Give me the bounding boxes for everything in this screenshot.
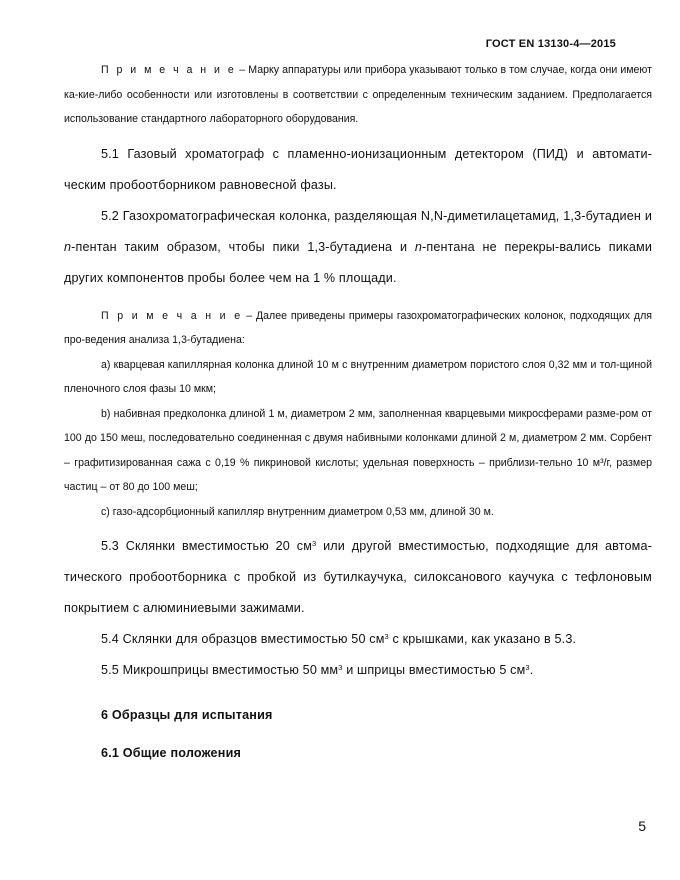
note-2 bbox=[64, 304, 652, 353]
list-item-b: b) набивная предколонка длиной 1 м, диаметром 2 мм, заполненная кварцевыми микросферами разме-ром от 100 до 150 меш, последовательно соединенная с двумя набивными колонками длиной 2 м, диаметром 2 мм. Сорбент – графитизированная сажа с 0,19 % пикриновой кислоты; удельная поверхность – приблизи-тельно 10 м³/г, размер частиц – от 80 до 100 меш; bbox=[64, 407, 652, 493]
note-label: П р и м е ч а н и е bbox=[101, 309, 243, 322]
section-heading-6: 6 Образцы для испытания bbox=[101, 708, 273, 722]
section-heading-6-1: 6.1 Общие положения bbox=[101, 746, 242, 760]
note-text: – Марку аппаратуры или прибора указывают только в том случае, когда они имеют ка-кие-либо особенности или изготовлены в соответствии с определенным техническим заданием. Предполагается использование стандартного лабораторного оборудования. bbox=[64, 64, 652, 125]
document-header: ГОСТ EN 13130-4—2015 bbox=[485, 38, 616, 50]
list-item-a: а) кварцевая капиллярная колонка длиной 10 м с внутренним диаметром пористого слоя 0,32 мм и тол-щиной пленочного слоя фазы 10 мкм; bbox=[64, 358, 652, 395]
note-label: П р и м е ч а н и е bbox=[101, 64, 237, 76]
paragraph-5-2: 5.2 Газохроматографическая колонка, разделяющая N,N-диметилацетамид, 1,3-бутадиен и n-пентан таким образом, чтобы пики 1,3-бутадиена и n-пентана не перекры-вались пиками других компонентов пробы более чем на 1 % площади. bbox=[64, 208, 652, 285]
note-1 bbox=[64, 58, 652, 132]
note-text: – Далее приведены примеры газохроматографических колонок, подходящих для про-ведения анализа 1,3-бутадиена: bbox=[64, 309, 653, 346]
page-content bbox=[64, 58, 652, 760]
paragraph-5-5: 5.5 Микрошприцы вместимостью 50 $мм^3$ и шприцы вместимостью 5 $см^3$. bbox=[101, 663, 534, 677]
paragraph-5-4: 5.4 Склянки для образцов вместимостью 50 $см^3$ с крышками, как указано в 5.3. bbox=[101, 632, 577, 646]
paragraph-5-1: 5.1 Газовый хроматограф с пламенно-ионизационным детектором (ПИД) и автомати-ческим пробоотборником равновесной фазы. bbox=[64, 146, 652, 192]
list-item-c: с) газо-адсорбционный капилляр внутренним диаметром 0,53 мм, длиной 30 м. bbox=[101, 505, 494, 518]
paragraph-5-3: 5.3 Склянки вместимостью 20 $см^3$ или другой вместимостью, подходящие для автома-тического пробоотборника с пробкой из бутилкаучука, силоксанового каучука с тефлоновым покрытием с алюминиевыми зажимами. bbox=[64, 539, 652, 615]
page-number: 5 bbox=[638, 818, 646, 834]
